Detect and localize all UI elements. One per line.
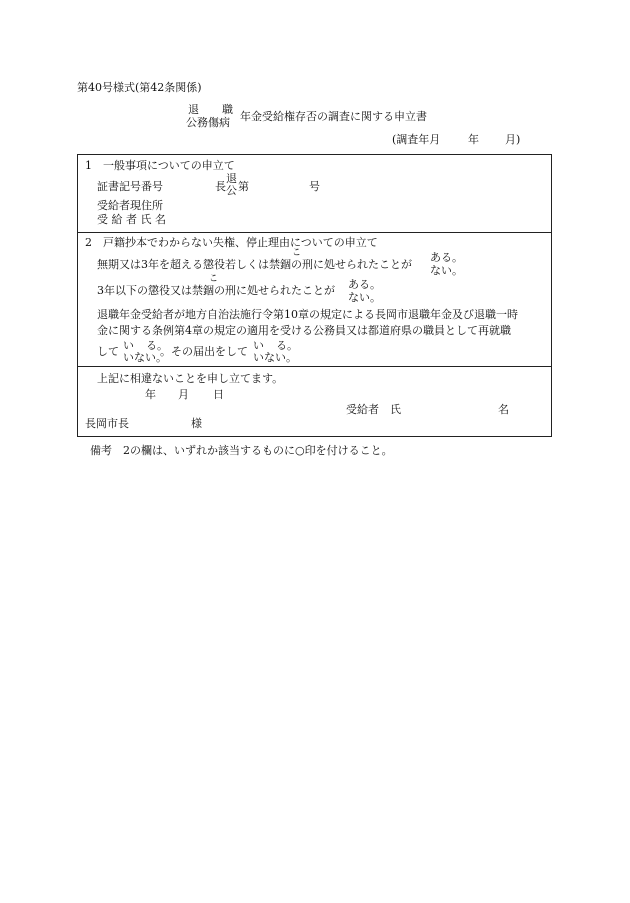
title-top-right: 職 bbox=[222, 103, 233, 116]
document-title: 年金受給権存否の調査に関する申立書 bbox=[240, 110, 427, 123]
option1-i: い bbox=[123, 339, 134, 352]
line2-nai: ない。 bbox=[348, 291, 381, 304]
ruby-1: こ bbox=[292, 248, 302, 258]
survey-month: 月) bbox=[505, 133, 521, 146]
option2-ru: る。 bbox=[276, 339, 298, 352]
section2-middle: 。その届出をして bbox=[160, 345, 248, 358]
divider-2 bbox=[78, 366, 551, 367]
mayor-label: 長岡市長 bbox=[85, 417, 129, 430]
option2-inai: いない。 bbox=[253, 351, 297, 364]
date-month: 月 bbox=[178, 388, 189, 401]
cert-bottom: 公 bbox=[226, 184, 237, 197]
cert-number-label: 証書記号番号 bbox=[97, 180, 163, 193]
footnote: 備考 2の欄は、いずれか該当するものに○印を付けること。 bbox=[90, 444, 393, 457]
option2-i: い bbox=[253, 339, 264, 352]
line2-aru: ある。 bbox=[348, 278, 381, 291]
option1-ru: る。 bbox=[146, 339, 168, 352]
ruby-2: こ bbox=[209, 274, 219, 284]
section2-para-line2: 金に関する条例第4章の規定の適用を受ける公務員又は都道府県の職員として再就職 bbox=[97, 324, 511, 337]
recipient-mei: 名 bbox=[498, 403, 509, 416]
option1-inai: いない。 bbox=[123, 351, 167, 364]
recipient-name-label: 受給者 氏 bbox=[346, 403, 401, 416]
date-year: 年 bbox=[145, 388, 156, 401]
address-label: 受給者現住所 bbox=[97, 199, 163, 212]
section2-heading: 2 戸籍抄本でわからない失権、停止理由についての申立て bbox=[85, 236, 378, 249]
cert-dai: 第 bbox=[238, 180, 249, 193]
declaration: 上記に相違ないことを申し立てます。 bbox=[97, 372, 284, 385]
line1-nai: ない。 bbox=[430, 264, 463, 277]
cert-go: 号 bbox=[309, 180, 320, 193]
cert-top: 退 bbox=[226, 172, 237, 185]
survey-open: (調査年月 bbox=[392, 133, 441, 146]
title-bottom: 公務傷病 bbox=[186, 116, 230, 129]
shite: して bbox=[97, 345, 119, 358]
section1-heading: 1 一般事項についての申立て bbox=[85, 159, 235, 172]
date-day: 日 bbox=[213, 388, 224, 401]
mayor-sama: 様 bbox=[191, 417, 202, 430]
title-top-left: 退 bbox=[188, 103, 199, 116]
section2-line1: 無期又は3年を超える懲役若しくは禁錮の刑に処せられたことが bbox=[97, 258, 412, 271]
section2-para-line1: 退職年金受給者が地方自治法施行令第10章の規定による長岡市退職年金及び退職一時 bbox=[97, 308, 518, 321]
section2-line2: 3年以下の懲役又は禁錮の刑に処せられたことが bbox=[97, 284, 335, 297]
form-number: 第40号様式(第42条関係) bbox=[77, 81, 202, 94]
cert-cho: 長 bbox=[215, 180, 226, 193]
survey-year: 年 bbox=[468, 133, 479, 146]
line1-aru: ある。 bbox=[430, 251, 463, 264]
name-label: 受 給 者 氏 名 bbox=[97, 213, 166, 226]
divider-1 bbox=[78, 232, 551, 233]
